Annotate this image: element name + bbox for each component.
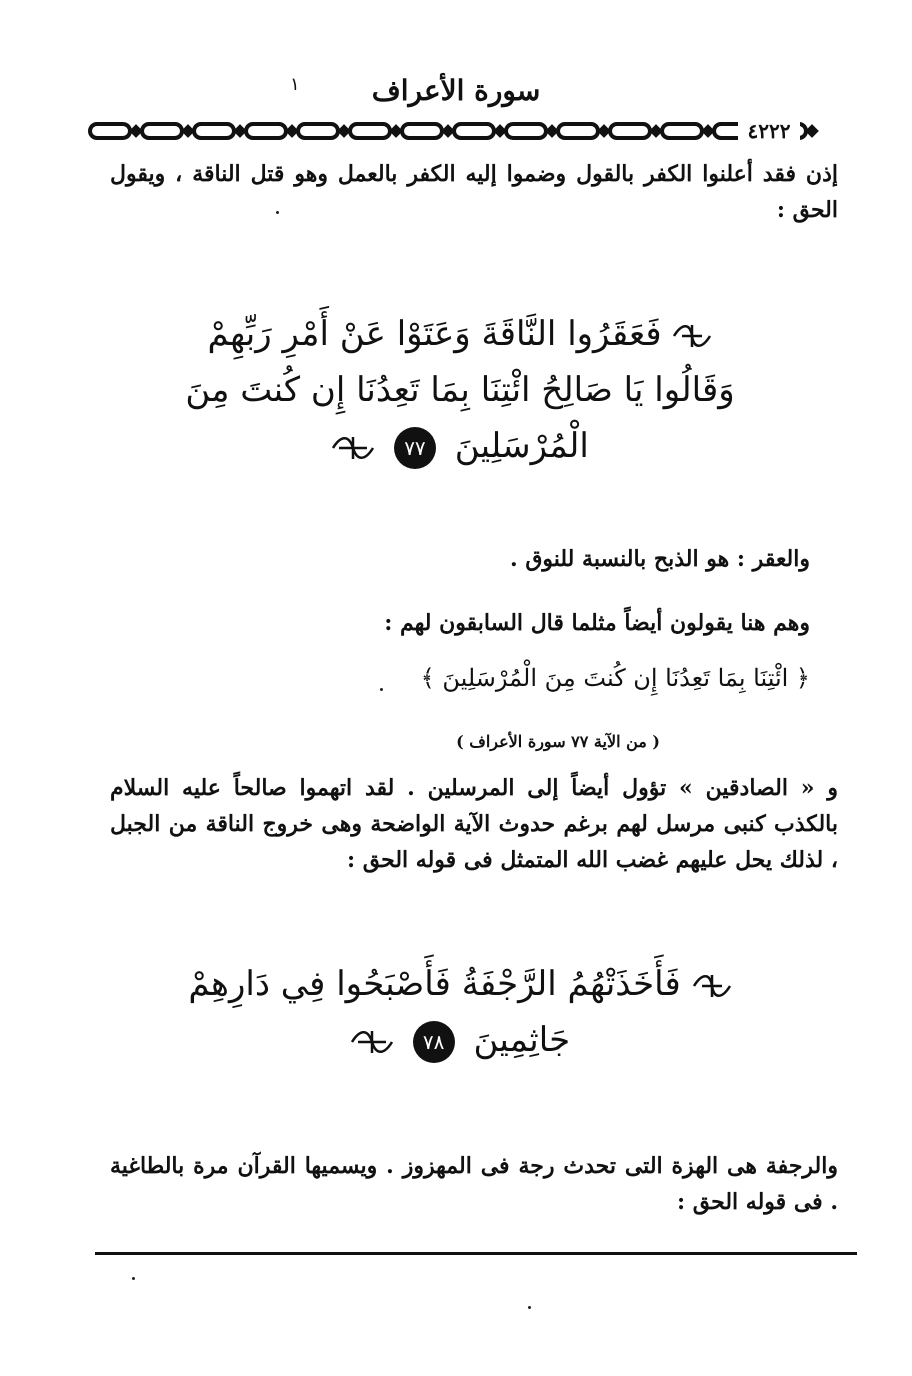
quoted-verse: ﴿ ائْتِنَا بِمَا تَعِدُنَا إِن كُنتَ مِنَ الْمُرْسَلِينَ ﴾ bbox=[420, 664, 810, 692]
verse-citation: ( من الآية ٧٧ سورة الأعراف ) bbox=[456, 732, 660, 751]
verse-start-ornament-icon bbox=[672, 321, 712, 351]
closing-paragraph: والرجفة هى الهزة التى تحدث رجة فى المهزوز . ويسميها القرآن مرة بالطاغية . فى قوله الحق : bbox=[110, 1153, 838, 1215]
chain-diamond bbox=[288, 127, 296, 135]
chain-link bbox=[558, 124, 598, 138]
scan-speck bbox=[276, 211, 279, 214]
chain-diamond bbox=[704, 127, 712, 135]
verse-78-line-2: جَاثِمِينَ bbox=[473, 1020, 571, 1060]
chain-link bbox=[90, 124, 130, 138]
verse-77-line-3: الْمُرْسَلِينَ bbox=[454, 426, 589, 466]
scan-speck bbox=[528, 1306, 531, 1309]
ayah-number-77: ٧٧ bbox=[394, 427, 436, 469]
verse-77-line-2: وَقَالُوا يَا صَالِحُ ائْتِنَا بِمَا تَعِدُنَا إِن كُنتَ مِنَ bbox=[185, 370, 735, 410]
scan-speck bbox=[132, 1277, 135, 1280]
verse-end-ornament-icon bbox=[331, 433, 375, 463]
chain-link bbox=[662, 124, 702, 138]
chain-link bbox=[350, 124, 390, 138]
chain-link bbox=[402, 124, 442, 138]
verse-start-ornament-icon bbox=[692, 971, 732, 1001]
chain-link bbox=[610, 124, 650, 138]
verse-78-line-1: فَأَخَذَتْهُمُ الرَّجْفَةُ فَأَصْبَحُوا فِي دَارِهِمْ bbox=[188, 964, 681, 1004]
page-number: ٤٢٢٢ bbox=[738, 117, 800, 145]
verse-77-line-1: فَعَقَرُوا النَّاقَةَ وَعَتَوْا عَنْ أَمْرِ رَبِّهِمْ bbox=[207, 314, 662, 354]
chain-diamond bbox=[392, 127, 400, 135]
chain-diamond bbox=[184, 127, 192, 135]
chain-link bbox=[194, 124, 234, 138]
chain-link bbox=[298, 124, 338, 138]
chain-diamond bbox=[236, 127, 244, 135]
definition-line: والعقر : هو الذبح بالنسبة للنوق . bbox=[510, 546, 810, 572]
surah-title: سورة الأعراف bbox=[371, 74, 541, 107]
intro-paragraph: إذن فقد أعلنوا الكفر بالقول وضموا إليه الكفر بالعمل وهو قتل الناقة ، ويقول الحق : bbox=[110, 161, 838, 223]
chain-link bbox=[506, 124, 546, 138]
chain-diamond bbox=[496, 127, 504, 135]
comparison-line: وهم هنا يقولون أيضاً مثلما قال السابقون لهم : bbox=[384, 610, 810, 636]
verse-77-block bbox=[140, 306, 780, 474]
chain-diamond bbox=[808, 127, 816, 135]
chain-link bbox=[454, 124, 494, 138]
footer-rule bbox=[95, 1252, 857, 1255]
chain-diamond bbox=[340, 127, 348, 135]
chain-diamond bbox=[600, 127, 608, 135]
chain-diamond bbox=[652, 127, 660, 135]
corner-mark: ١ bbox=[290, 74, 300, 95]
chain-link bbox=[246, 124, 286, 138]
verse-end-ornament-icon bbox=[350, 1027, 394, 1057]
ayah-number-78: ٧٨ bbox=[413, 1021, 455, 1063]
chain-diamond bbox=[132, 127, 140, 135]
explanation-paragraph: و « الصادقين » تؤول أيضاً إلى المرسلين . لقد اتهموا صالحاً عليه السلام بالكذب كنبى مرسل لهم برغم حدوث الآية الواضحة وهى خروج الناقة من الجبل ، لذلك يحل عليهم غضب الله المتمثل فى قوله الحق : bbox=[110, 775, 838, 873]
verse-78-block bbox=[140, 956, 780, 1068]
scan-speck bbox=[380, 688, 383, 691]
chain-diamond bbox=[548, 127, 556, 135]
chain-link bbox=[142, 124, 182, 138]
chain-diamond bbox=[444, 127, 452, 135]
ornamental-chain-divider bbox=[86, 118, 846, 144]
